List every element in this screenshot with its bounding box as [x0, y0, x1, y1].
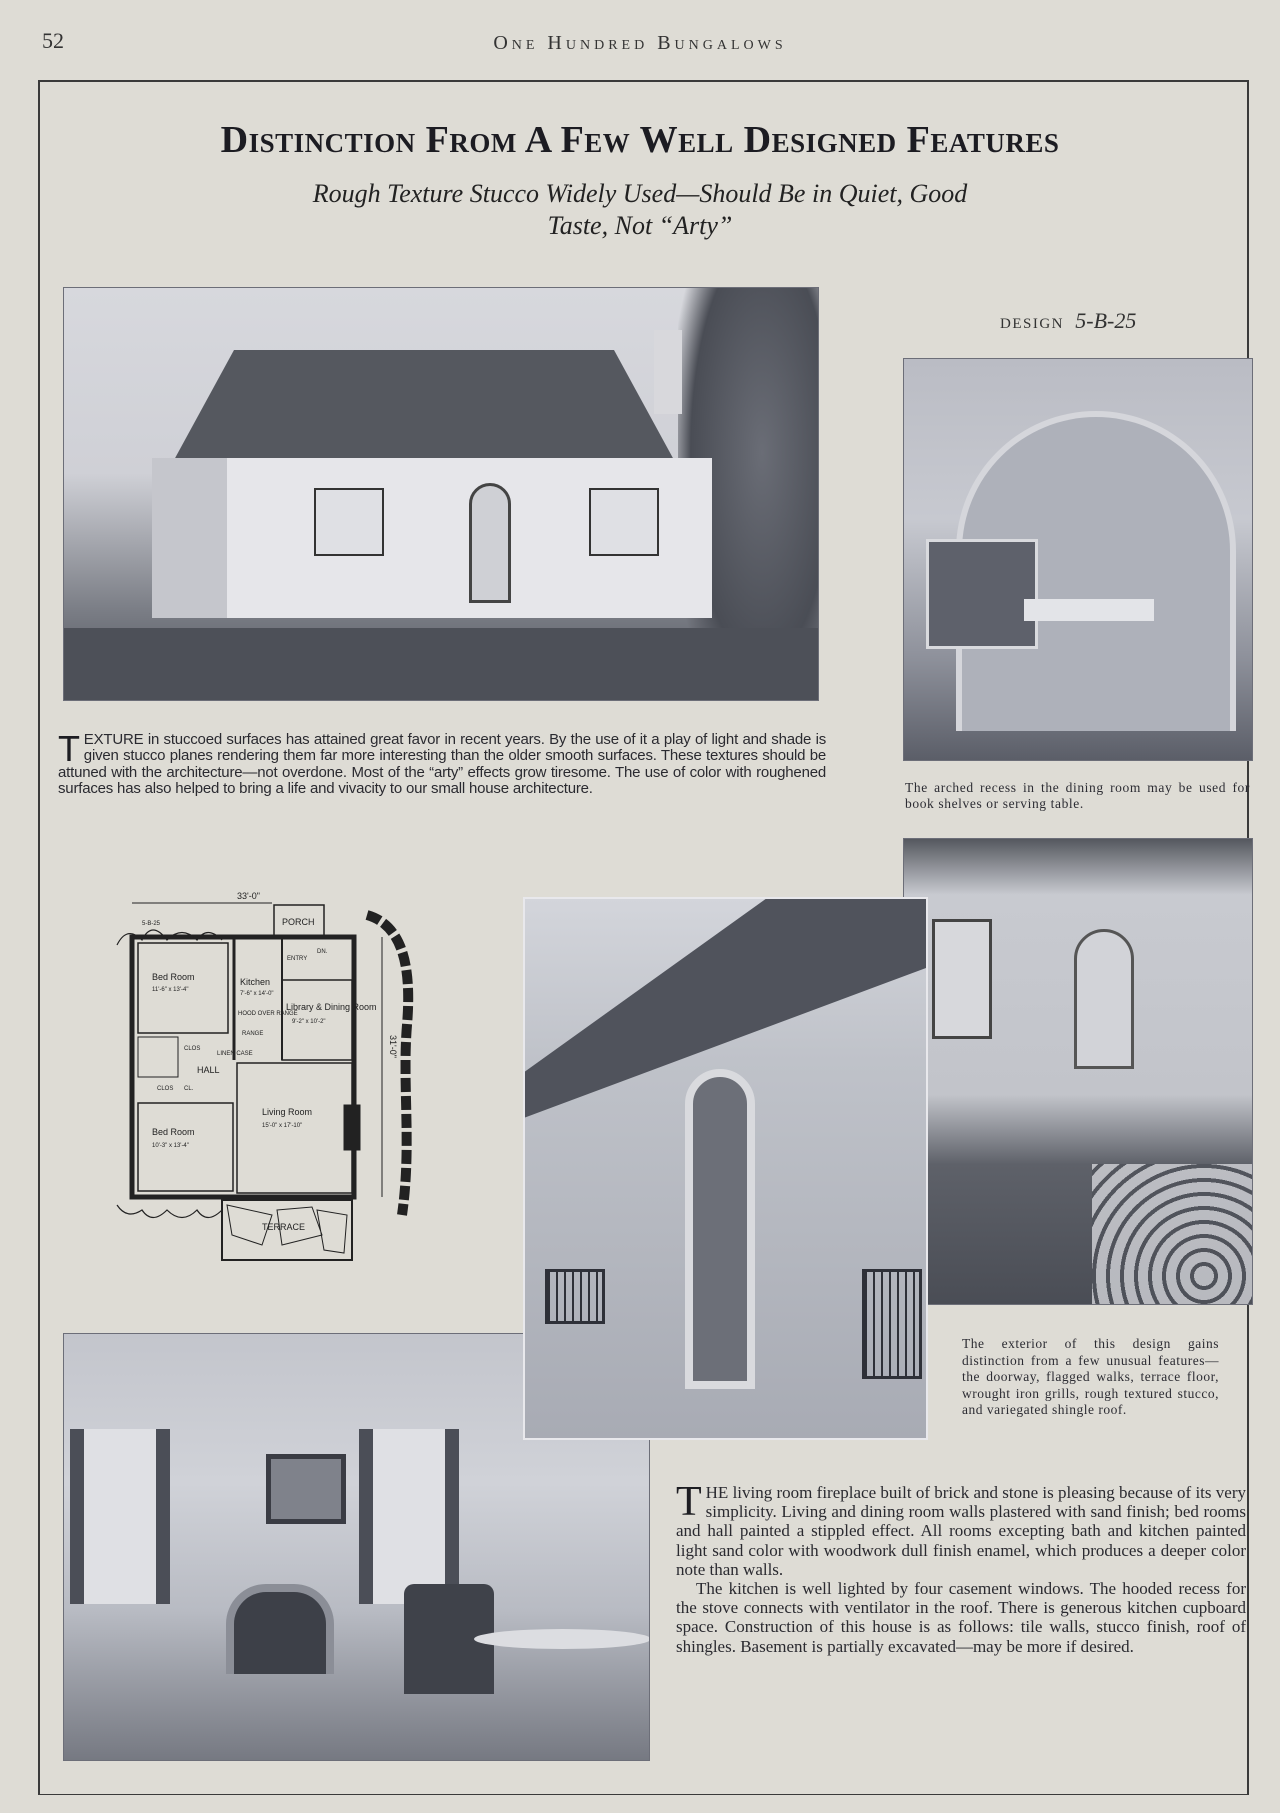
- kitchen-label: Kitchen: [240, 977, 271, 987]
- window-shape: [70, 1429, 170, 1604]
- window-shape: [359, 1429, 459, 1604]
- living-paragraph-2: The kitchen is well lighted by four casement windows. The hooded recess for the stove connects with ventilator in the roof. There is generous kitchen cupboard space. Construction of this house is as follows: tile walls, stucco finish, roof of shingles. Basement is partially excavated—may be more if desired.: [676, 1579, 1246, 1656]
- design-label-text: DESIGN: [1000, 316, 1064, 332]
- doorway-closeup-photo: [523, 897, 928, 1440]
- article-subtitle: [240, 178, 1040, 242]
- page-number: 52: [42, 28, 64, 53]
- floor-plan-width-dimension: 33'-0": [237, 891, 260, 901]
- hood-label: HOOD OVER RANGE: [238, 1011, 298, 1017]
- bookshelf-shape: [926, 539, 1038, 649]
- house-side-wall-shape: [152, 458, 227, 618]
- lawn-shape: [64, 628, 818, 700]
- closet-2-label: CLOS: [157, 1086, 174, 1092]
- library-dining-label: Library & Dining Room: [286, 1002, 377, 1012]
- intro-paragraph: [58, 728, 826, 798]
- arched-door-shape: [469, 483, 511, 603]
- living-room-description: [676, 1479, 1246, 1656]
- living-room-label: Living Room: [262, 1107, 313, 1117]
- iron-grill-shape: [545, 1269, 605, 1324]
- linen-label: LINEN CASE: [217, 1051, 253, 1057]
- hall-label: HALL: [197, 1065, 220, 1075]
- dining-caption: The arched recess in the dining room may be used for book shelves or serving table.: [905, 780, 1250, 811]
- arched-door-shape: [685, 1069, 755, 1389]
- dropcap: T: [58, 728, 80, 769]
- bedroom-1-label: Bed Room: [152, 972, 195, 982]
- dining-room-photo: [903, 358, 1253, 761]
- floor-plan-depth-dimension: 31'-0": [388, 1035, 398, 1058]
- floor-plan: [112, 885, 457, 1280]
- porch-label: PORCH: [282, 917, 315, 927]
- iron-grill-shape: [862, 1269, 922, 1379]
- terrace-label: TERRACE: [262, 1222, 306, 1232]
- down-stairs-label: DN.: [317, 949, 328, 955]
- bedroom-1-size: 11'-6" x 13'-4": [152, 987, 189, 993]
- range-label: RANGE: [242, 1031, 264, 1037]
- entry-label: ENTRY: [287, 956, 308, 962]
- subtitle-line-2: Taste, Not “Arty”: [547, 211, 733, 240]
- living-paragraph-1: [676, 1479, 1246, 1579]
- article-title: Distinction From A Few Well Designed Features: [220, 119, 1060, 161]
- framed-picture-shape: [266, 1454, 346, 1524]
- design-label: [1000, 308, 1136, 334]
- roof-shape: [174, 350, 674, 460]
- floor-plan-drawing: [112, 885, 457, 1280]
- dropcap: T: [676, 1479, 702, 1525]
- bedroom-2-size: 10'-3" x 13'-4": [152, 1143, 189, 1149]
- design-number: 5-B-25: [1075, 308, 1137, 333]
- living-room-size: 15'-0" x 17'-10": [262, 1123, 303, 1129]
- window-shape: [314, 488, 384, 556]
- window-shape: [932, 919, 992, 1039]
- bedroom-2-label: Bed Room: [152, 1127, 195, 1137]
- exterior-caption: The exterior of this design gains distinction from a few unusual features—the doorway, flagged walks, terrace floor, wrought iron grills, rough textured stucco, and variegated shingle roof.: [962, 1336, 1219, 1417]
- table-shape: [474, 1629, 650, 1649]
- floor-plan-design-code: 5-B-25: [142, 921, 161, 927]
- cl-label: CL.: [184, 1086, 194, 1092]
- living-paragraph-1-text: HE living room fireplace built of brick and stone is pleasing because of its very simplicity. Living and dining room walls plastered with sand finish; bed rooms and hall painted a stippled effect. All rooms excepting bath and kitchen painted light sand color with woodwork dull finish enamel, which produces a deeper color note than walls.: [676, 1483, 1246, 1579]
- chimney-shape: [654, 330, 682, 414]
- exterior-house-photo: [63, 287, 819, 701]
- kitchen-size: 7'-6" x 14'-0": [240, 991, 274, 997]
- exterior-garden-photo: [903, 838, 1253, 1305]
- intro-text: EXTURE in stuccoed surfaces has attained great favor in recent years. By the use of it a play of light and shade is given stucco planes rendering them far more interesting than the older smooth surfaces. These textures should be attuned with the architecture—not overdone. Most of the “arty” effects grow tiresome. The use of color with roughened surfaces has also helped to bring a life and vivacity to our small house architecture.: [58, 731, 826, 798]
- closet-label: CLOS: [184, 1046, 201, 1052]
- running-title: One Hundred Bungalows: [493, 32, 787, 54]
- subtitle-line-1: Rough Texture Stucco Widely Used—Should Be in Quiet, Good: [312, 179, 968, 208]
- fireplace-shape: [226, 1584, 334, 1674]
- flagged-walk-shape: [1092, 1164, 1252, 1304]
- window-shape: [589, 488, 659, 556]
- library-dining-size: 9'-2" x 10'-2": [292, 1019, 326, 1025]
- table-shape: [1024, 599, 1154, 621]
- arched-door-shape: [1074, 929, 1134, 1069]
